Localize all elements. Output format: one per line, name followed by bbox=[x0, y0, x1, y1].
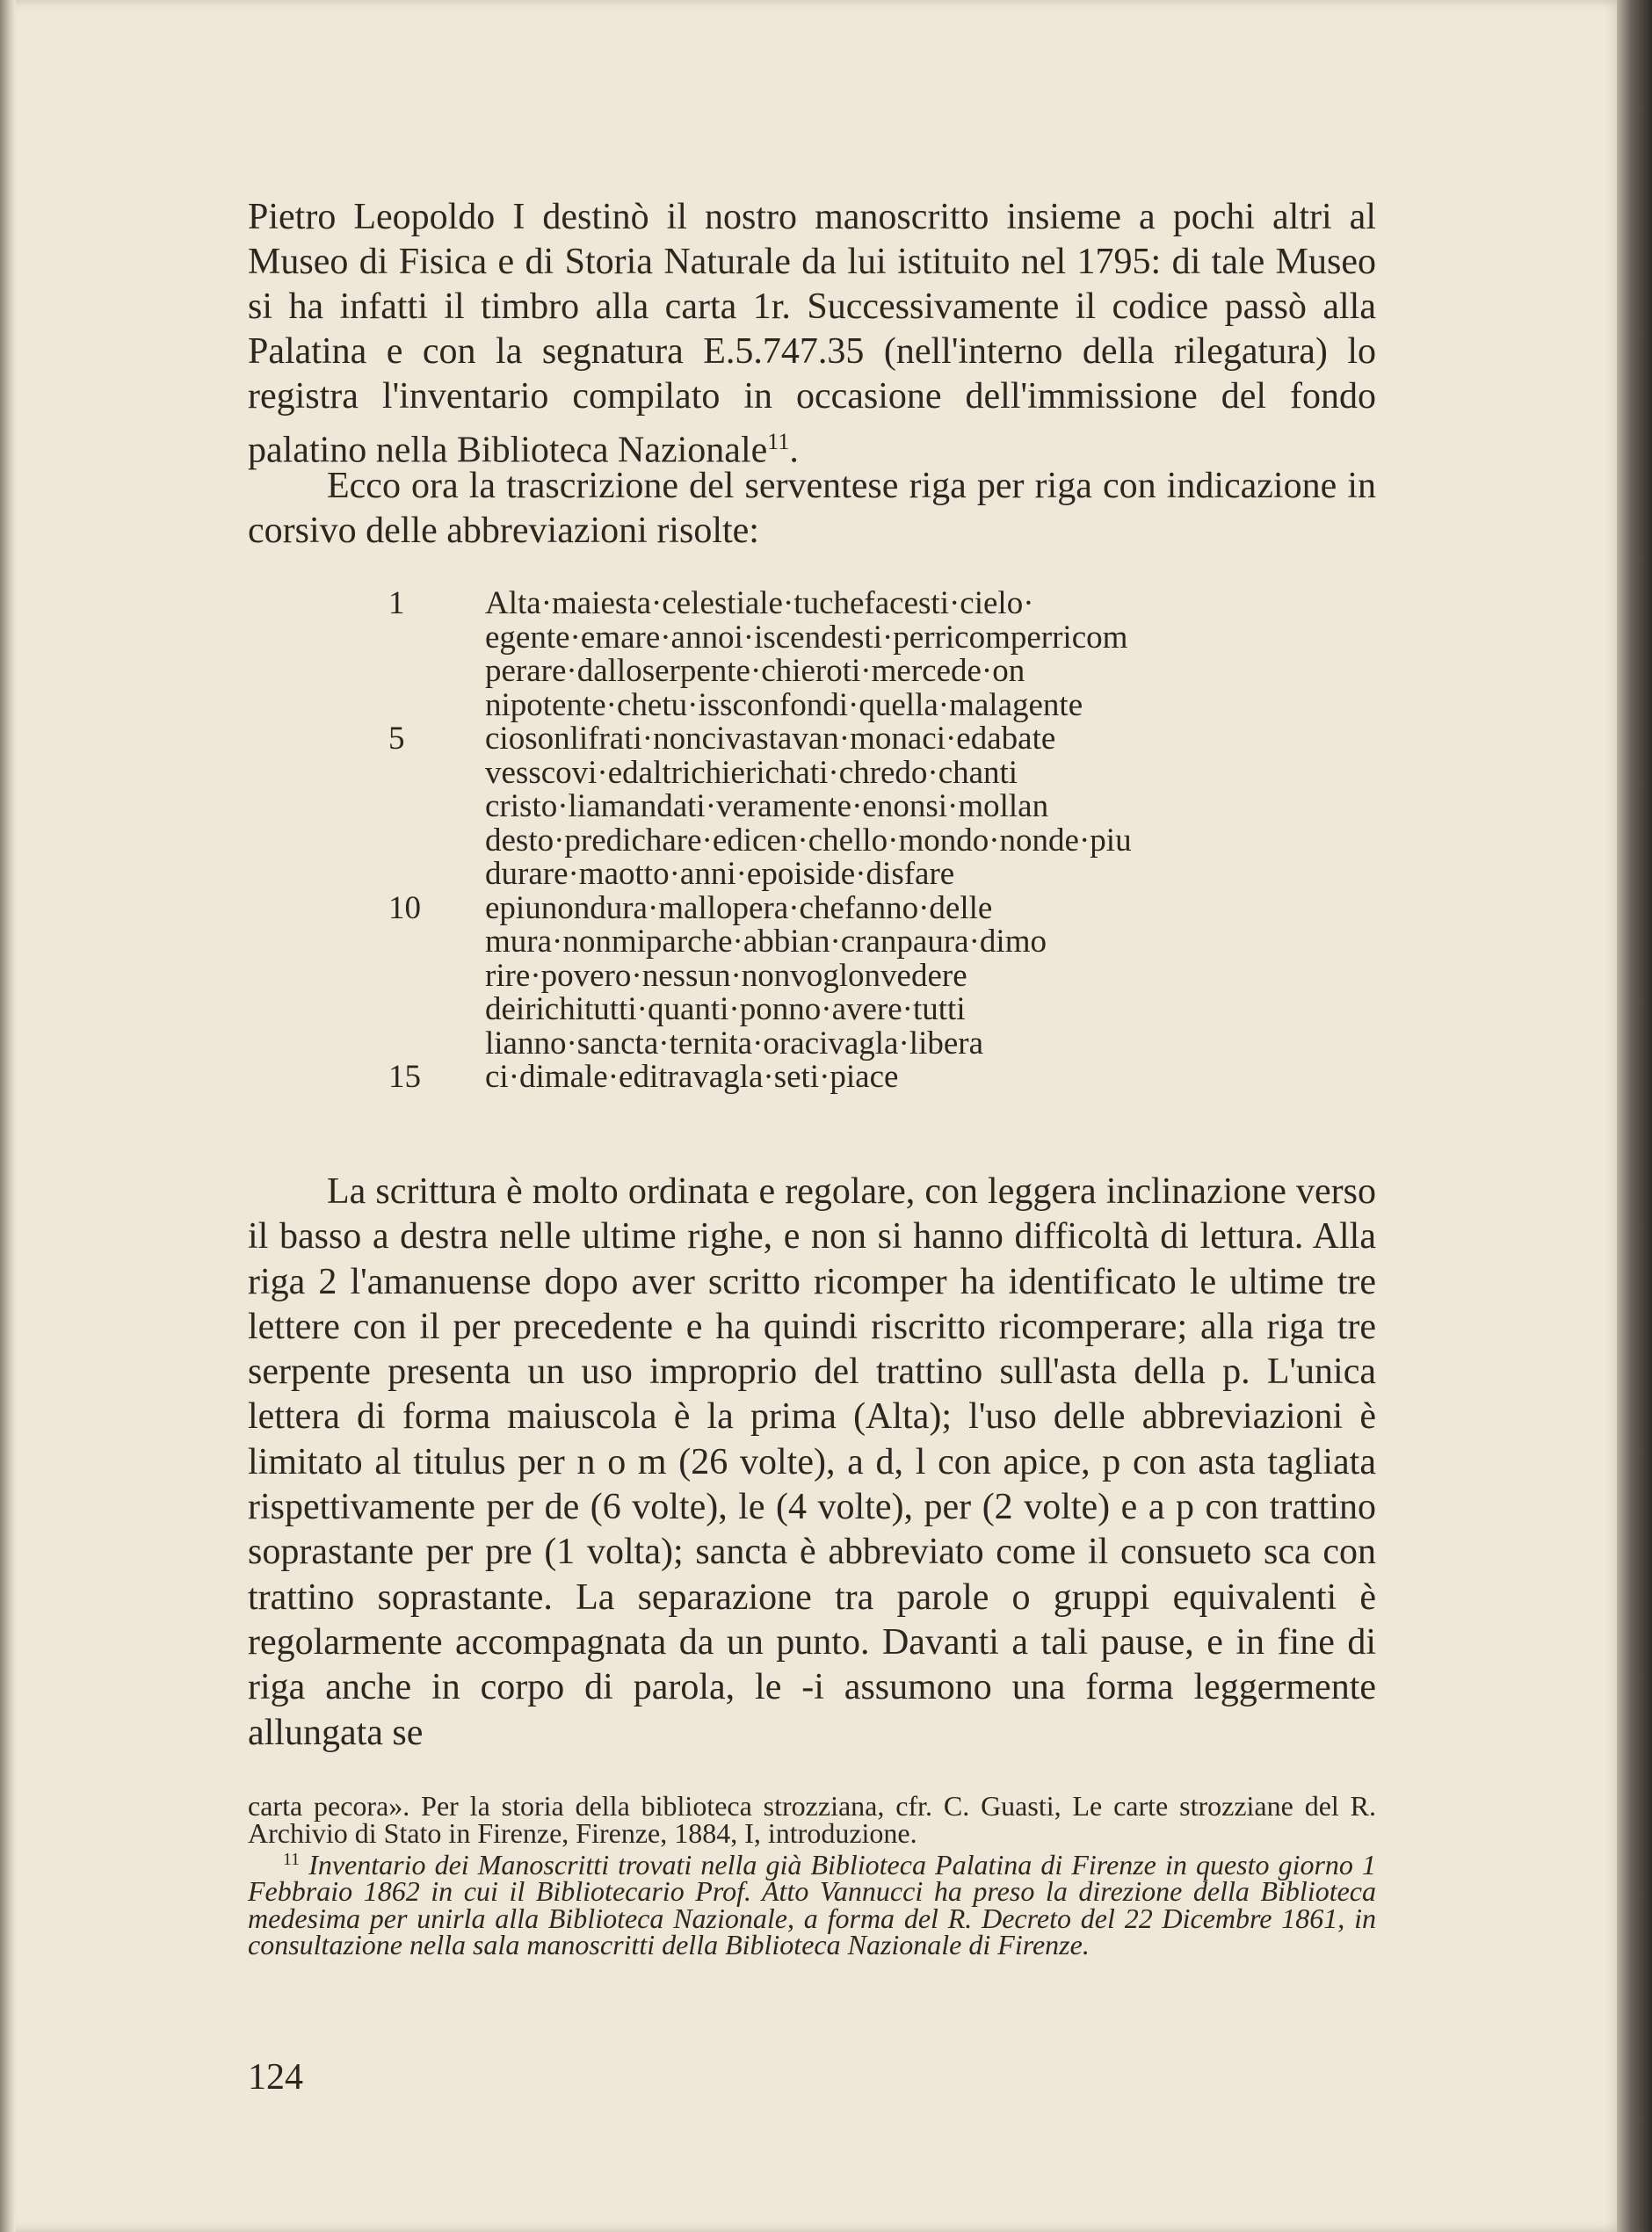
line-number: 5 bbox=[388, 721, 405, 757]
transcription-line bbox=[248, 957, 1376, 994]
footnote-continuation: carta pecora». Per la storia della biblioteca strozziana, cfr. C. Guasti, Le carte strozziane del R. Archivio di Stato in Firenze, Firenze, 1884, I, introduzione. bbox=[248, 1790, 1376, 1849]
line-text: ciosonlifrati·noncivastavan·monaci·edabate bbox=[485, 721, 1056, 757]
paragraph-1-text: Pietro Leopoldo I destinò il nostro manoscritto insieme a pochi altri al Museo di Fisica e di Storia Naturale da lui istituito nel 1795: di tale Museo si ha infatti il timbro alla carta 1r. Successivamente il codice passò alla Palatina e con la segnatura E.5.747.35 (nell'interno della rilegatura) lo registra l'inventario compilato in occasione dell'immissione del fondo palatino nella Biblioteca Nazionale bbox=[248, 197, 1376, 471]
footnote-11 bbox=[248, 1846, 1376, 1959]
line-text: cristo·liamandati·veramente·enonsi·mollan bbox=[485, 788, 1049, 824]
line-text: deirichitutti·quanti·ponno·avere·tutti bbox=[485, 991, 966, 1027]
paragraph-1-end: . bbox=[789, 430, 799, 471]
line-text: lianno·sancta·ternita·oracivagla·libera bbox=[485, 1025, 984, 1062]
paragraph-1 bbox=[248, 195, 1376, 473]
transcription-line bbox=[248, 889, 1376, 926]
line-text: vesscovi·edaltrichierichati·chredo·chanti bbox=[485, 754, 1018, 791]
paragraph-3-text: La scrittura è molto ordinata e regolare, con leggera inclinazione verso il basso a destra nelle ultime righe, e non si hanno difficoltà di lettura. Alla riga 2 l'amanuense dopo aver scritto ricomper ha identificato le ultime tre lettere con il per precedente e ha quindi riscritto ricomperare; alla riga tre serpente presenta un uso improprio del trattino sull'asta della p. L'unica lettera di forma maiuscola è la prima (Alta); l'uso delle abbreviazioni è limitato al titulus per n o m (26 volte), a d, l con apice, p con asta tagliata rispettivamente per de (6 volte), le (4 volte), per (2 volte) e a p con trattino soprastante per pre (1 volta); sancta è abbreviato come il consueto sca con trattino soprastante. La separazione tra parole o gruppi equivalenti è regolarmente accompagnata da un punto. Davanti a tali pause, e in fine di riga anche in corpo di parola, le -i assumono una forma leggermente allungata se bbox=[248, 1171, 1376, 1753]
footnotes bbox=[248, 1790, 1377, 1961]
paragraph-2-text: Ecco ora la trascrizione del serventese riga per riga con indicazione in corsivo delle abbreviazioni risolte: bbox=[248, 466, 1376, 551]
transcription-line bbox=[248, 1027, 1376, 1062]
transcription-line bbox=[248, 925, 1376, 960]
paragraph-3 bbox=[248, 1170, 1376, 1756]
transcription-line bbox=[248, 686, 1376, 723]
transcription-line bbox=[248, 858, 1376, 892]
line-text: rire·povero·nessun·nonvoglonvedere bbox=[485, 957, 967, 994]
line-text: mura·nonmiparche·abbian·cranpaura·dimo bbox=[485, 924, 1047, 960]
line-text: egente·emare·annoi·iscendesti·perricomperricom bbox=[485, 619, 1128, 656]
transcription-line bbox=[248, 621, 1376, 656]
line-text: epiunondura·mallopera·chefanno·delle bbox=[485, 889, 993, 926]
transcription-line bbox=[248, 587, 1376, 621]
line-text: Alta·maiesta·celestiale·tuchefacesti·cielo· bbox=[485, 585, 1034, 621]
transcription-line bbox=[248, 754, 1376, 791]
line-text: perare·dalloserpente·chieroti·mercede·on bbox=[485, 653, 1025, 689]
transcription-line bbox=[248, 722, 1376, 757]
line-number: 1 bbox=[388, 585, 405, 621]
paragraph-2 bbox=[248, 464, 1376, 554]
footnote-11-number: 11 bbox=[283, 1850, 301, 1869]
transcription-line bbox=[248, 655, 1376, 689]
line-number: 10 bbox=[388, 889, 421, 926]
line-text: durare·maotto·anni·epoiside·disfare bbox=[485, 856, 955, 892]
binding-edge bbox=[1617, 0, 1652, 2232]
transcription-block bbox=[248, 587, 1376, 1095]
page-number: 124 bbox=[248, 2057, 303, 2098]
transcription-line bbox=[248, 993, 1376, 1027]
line-number: 15 bbox=[388, 1059, 421, 1095]
line-text: desto·predichare·edicen·chello·mondo·nonde·piu bbox=[485, 822, 1132, 859]
page-gutter bbox=[0, 0, 16, 2232]
line-text: nipotente·chetu·issconfondi·quella·malagente bbox=[485, 686, 1083, 723]
transcription-line bbox=[248, 1061, 1376, 1095]
footnote-11-text: Inventario dei Manoscritti trovati nella già Biblioteca Palatina di Firenze in questo giorno 1 Febbraio 1862 in cui il Bibliotecario Prof. Atto Vannucci ha preso la direzione della Biblioteca medesima per unirla alla Biblioteca Nazionale, a forma del R. Decreto del 22 Dicembre 1861, in consultazione nella sala manoscritti della Biblioteca Nazionale di Firenze. bbox=[248, 1848, 1377, 1961]
transcription-line bbox=[248, 790, 1376, 824]
transcription-line bbox=[248, 824, 1376, 859]
line-text: ci·dimale·editravagla·seti·piace bbox=[485, 1059, 899, 1095]
footnote-ref-11[interactable]: 11 bbox=[767, 429, 790, 454]
